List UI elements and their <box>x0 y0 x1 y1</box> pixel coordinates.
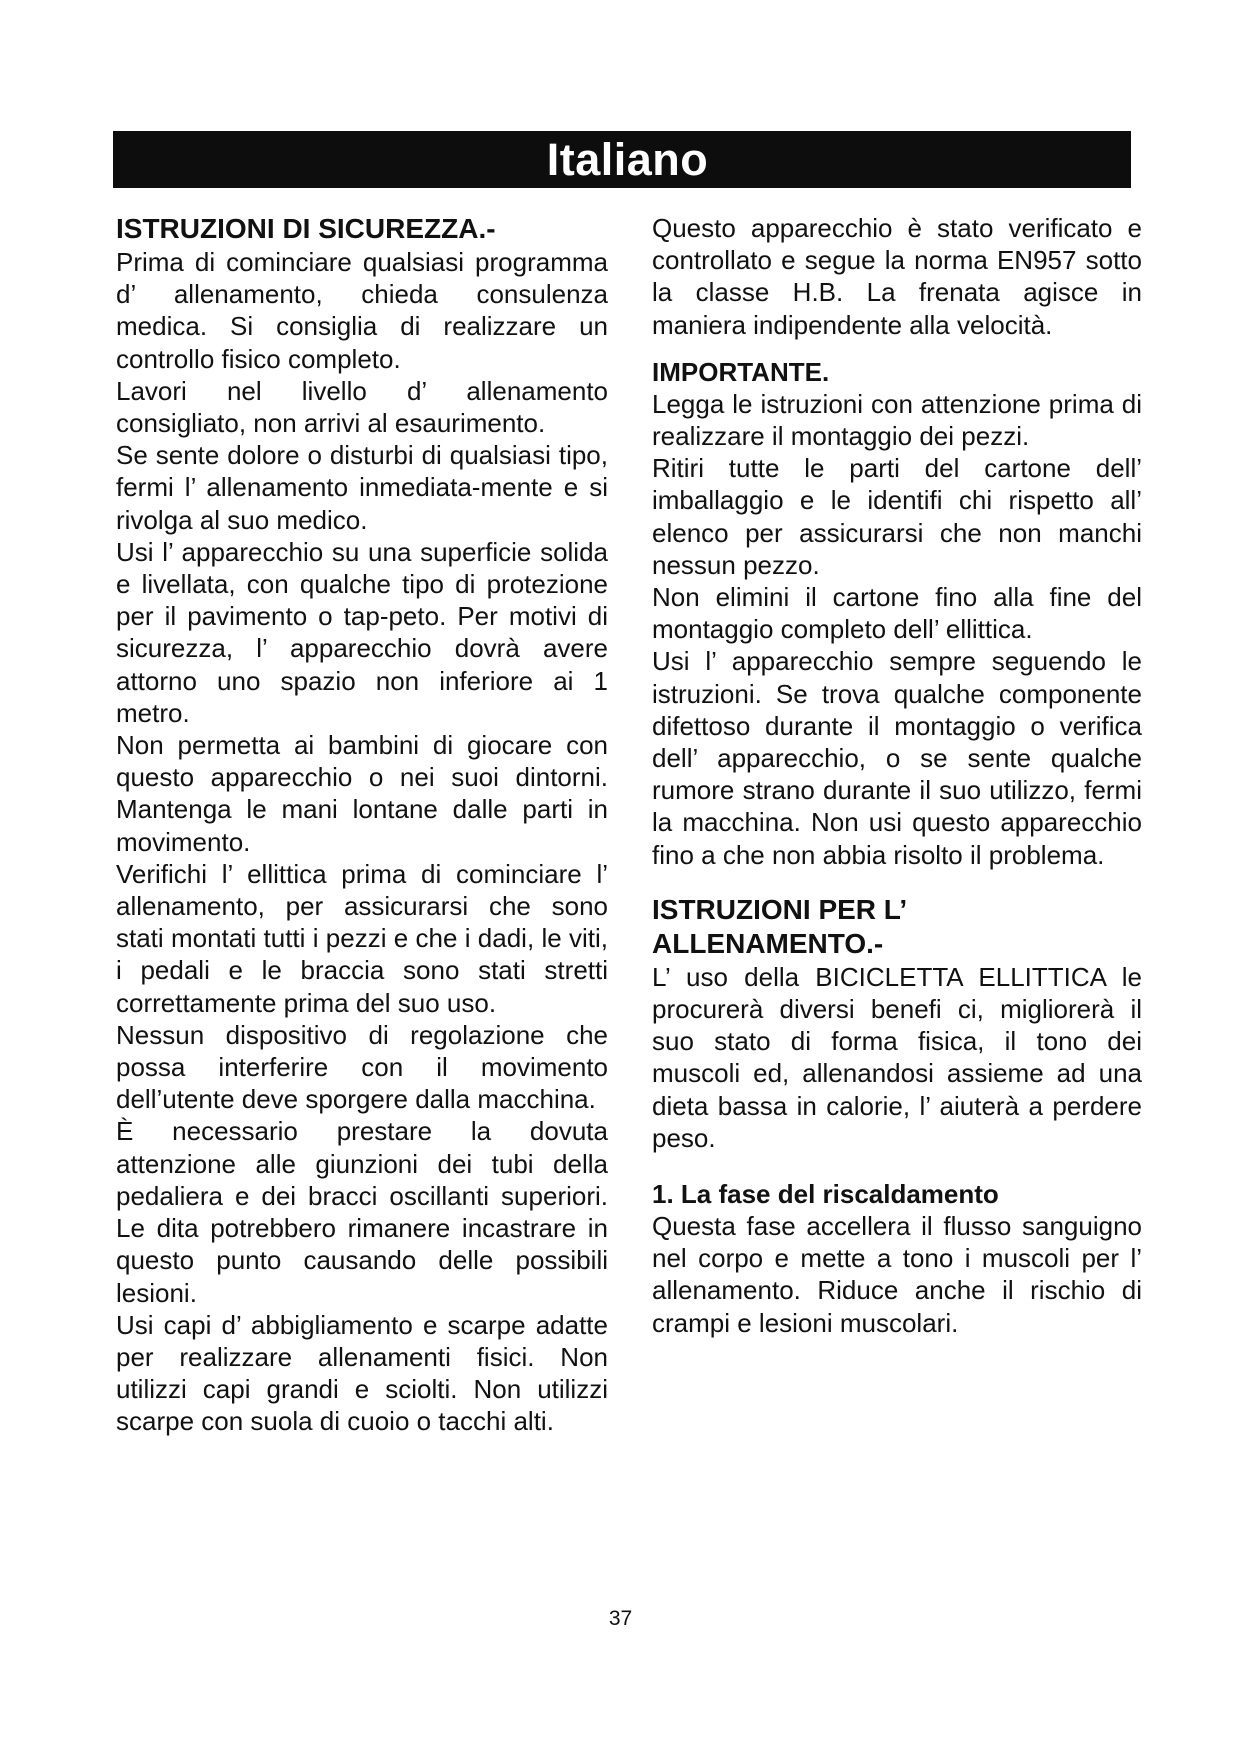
right-column <box>652 212 1142 1339</box>
safety-paragraph: Lavori nel livello d’ allenamento consigliato, non arrivi al esaurimento. <box>116 375 608 439</box>
warmup-paragraph: Questa fase accellera il flusso sanguigno nel corpo e mette a tono i muscoli per l’ allenamento. Riduce anche il rischio di crampi e lesioni muscolari. <box>652 1211 1142 1338</box>
training-instructions-heading <box>652 893 1142 961</box>
safety-paragraph: Verifichi l’ ellittica prima di cominciare l’ allenamento, per assicurarsi che sono stati montati tutti i pezzi e che i dadi, le viti, i pedali e le braccia sono stati stretti correttamente prima del suo uso. <box>116 858 608 1018</box>
important-paragraph: Non elimini il cartone fino alla fine del montaggio completo dell’ ellittica. <box>652 582 1142 645</box>
training-heading-line2: ALLENAMENTO.- <box>652 927 884 959</box>
important-heading: IMPORTANTE. <box>652 356 830 387</box>
important-paragraph: Legga le istruzioni con attenzione prima di realizzare il montaggio dei pezzi. <box>652 388 1142 452</box>
important-paragraph: Usi l’ apparecchio sempre seguendo le istruzioni. Se trova qualche componente difettoso durante il montaggio o verifica dell’ apparecchio, o se sente qualche rumore strano durante il suo utilizzo, fermi la macchina. Non usi questo apparecchio fino a che non abbia risolto il problema. <box>652 646 1142 870</box>
safety-paragraph: Se sente dolore o disturbi di qualsiasi tipo, fermi l’ allenamento inmediata-mente e si rivolga al suo medico. <box>116 440 608 535</box>
safety-paragraph: Usi capi d’ abbigliamento e scarpe adatte per realizzare allenamenti fisici. Non utilizzi capi grandi e sciolti. Non utilizzi scarpe con suola di cuoio o tacchi alti. <box>116 1309 608 1437</box>
important-paragraph: Ritiri tutte le parti del cartone dell’ imballaggio e le identifi chi rispetto all’ elenco per assicurarsi che non manchi nessun pezzo. <box>652 453 1142 580</box>
safety-paragraph: Non permetta ai bambini di giocare con questo apparecchio o nei suoi dintorni. Mantenga le mani lontane dalle parti in movimento. <box>116 730 608 857</box>
language-title-text: Italiano <box>546 134 709 185</box>
certification-paragraph: Questo apparecchio è stato verificato e controllato e segue la norma EN957 sotto la classe H.B. La frenata agisce in maniera indipendente alla velocità. <box>652 213 1142 340</box>
safety-paragraph: È necessario prestare la dovuta attenzione alle giunzioni dei tubi della pedaliera e dei bracci oscillanti superiori. Le dita potrebbero rimanere incastrare in questo punto causando delle possibili lesioni. <box>116 1116 608 1308</box>
safety-paragraph: Prima di cominciare qualsiasi programma d’ allenamento, chieda consulenza medica. Si consiglia di realizzare un controllo fisico completo. <box>116 247 608 374</box>
training-heading-line1: ISTRUZIONI PER L’ <box>652 893 908 925</box>
safety-instructions-heading: ISTRUZIONI DI SICUREZZA.- <box>116 213 496 244</box>
warmup-heading: 1. La fase del riscaldamento <box>652 1179 999 1210</box>
training-paragraph: L’ uso della BICICLETTA ELLITTICA le procurerà diversi benefi ci, migliorerà il suo stato di forma fisica, il tono dei muscoli ed, allenandosi assieme ad una dieta bassa in calorie, l’ aiuterà a perdere peso. <box>652 961 1142 1153</box>
page-number: 37 <box>608 1607 633 1630</box>
left-column <box>116 212 608 1438</box>
language-title <box>0 133 1241 187</box>
safety-paragraph: Nessun dispositivo di regolazione che possa interferire con il movimento dell’utente deve sporgere dalla macchina. <box>116 1019 608 1115</box>
safety-paragraph: Usi l’ apparecchio su una superficie solida e livellata, con qualche tipo di protezione per il pavimento o tap-peto. Per motivi di sicurezza, l’ apparecchio dovrà avere attorno uno spazio non inferiore ai 1 metro. <box>116 536 608 728</box>
